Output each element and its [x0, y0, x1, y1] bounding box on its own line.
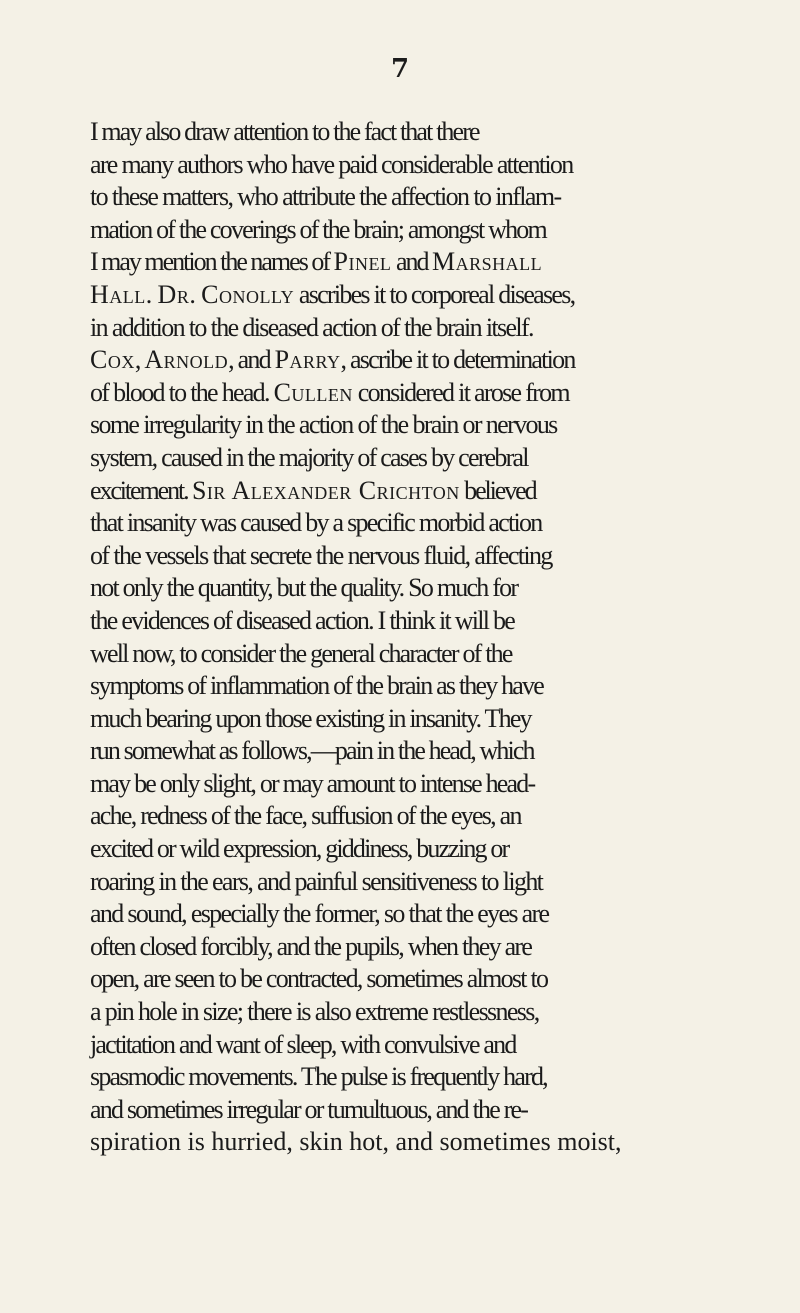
text-line — [90, 116, 800, 149]
small-caps-name: Sir Alexander Crichton — [191, 475, 460, 505]
text-run: of the vessels that secrete the nervous fluid, affecting — [90, 540, 552, 570]
text-line — [90, 703, 800, 736]
text-run: believed — [459, 475, 536, 505]
text-line — [90, 800, 800, 833]
text-line — [90, 214, 800, 247]
text-run: that insanity was caused by a specific morbid action — [90, 508, 542, 538]
text-run: spiration is hurried, skin hot, and sometimes moist, — [90, 1127, 622, 1157]
text-run: well now, to consider the general character of the — [90, 638, 512, 668]
text-line — [90, 963, 800, 996]
text-run: excitement. — [90, 475, 192, 505]
text-run: not only the quantity, but the quality. So much for — [90, 573, 518, 603]
text-line — [90, 246, 800, 279]
text-run: in addition to the diseased action of the brain itself. — [90, 312, 533, 342]
text-run: system, caused in the majority of cases by cerebral — [90, 442, 528, 472]
text-run: ache, redness of the face, suffusion of the eyes, an — [90, 801, 521, 831]
text-run: and — [391, 247, 432, 277]
text-run: often closed forcibly, and the pupils, when they are — [90, 931, 532, 961]
text-run: run somewhat as follows,—pain in the head, which — [90, 736, 534, 766]
text-line — [90, 312, 800, 345]
small-caps-name: Pinel — [333, 247, 392, 277]
text-run: roaring in the ears, and painful sensitiveness to light — [90, 866, 543, 896]
text-line — [90, 1094, 800, 1127]
text-run: spasmodic movements. The pulse is frequently hard, — [90, 1062, 547, 1092]
text-line — [90, 475, 800, 508]
text-run: are many authors who have paid considerable attention — [90, 149, 573, 179]
text-line — [90, 768, 800, 801]
text-run: a pin hole in size; there is also extreme restlessness, — [90, 997, 539, 1027]
text-line — [90, 1061, 800, 1094]
small-caps-name: Arnold — [144, 345, 229, 375]
text-run: to these matters, who attribute the affection to inflam- — [90, 182, 561, 212]
text-run: symptoms of inflammation of the brain as they have — [90, 671, 543, 701]
small-caps-name: Cox — [90, 345, 135, 375]
text-run: some irregularity in the action of the brain or nervous — [90, 410, 557, 440]
text-run: I may mention the names of — [90, 247, 334, 277]
text-line — [90, 442, 800, 475]
text-line — [90, 409, 800, 442]
text-line — [90, 898, 800, 931]
text-line — [90, 638, 800, 671]
text-line — [90, 377, 800, 410]
text-run: , ascribe it to determination — [340, 345, 575, 375]
text-line — [90, 605, 800, 638]
text-line — [90, 540, 800, 573]
text-line — [90, 344, 800, 377]
text-run: mation of the coverings of the brain; amongst whom — [90, 214, 546, 244]
text-run: and sound, especially the former, so that the eyes are — [90, 899, 549, 929]
small-caps-name: Conolly — [201, 279, 295, 309]
text-run: ascribes it to corporeal diseases, — [294, 279, 575, 309]
text-line — [90, 1126, 800, 1159]
text-run: , and — [228, 345, 275, 375]
text-run: the evidences of diseased action. I think it will be — [90, 605, 515, 635]
text-line — [90, 507, 800, 540]
text-run: , — [134, 345, 145, 375]
text-line — [90, 279, 800, 312]
text-run: of blood to the head. — [90, 377, 274, 407]
text-run: I may also draw attention to the fact that there — [90, 117, 479, 146]
text-line — [90, 149, 800, 182]
text-line — [90, 735, 800, 768]
page-number: 7 — [390, 54, 410, 84]
text-line — [90, 866, 800, 899]
text-line — [90, 931, 800, 964]
text-run: jactitation and want of sleep, with convulsive and — [90, 1029, 516, 1059]
small-caps-name: Parry — [274, 345, 341, 375]
text-run: excited or wild expression, giddiness, buzzing or — [90, 834, 509, 864]
text-run: much bearing upon those existing in insanity. They — [90, 703, 531, 733]
text-line — [90, 670, 800, 703]
text-line — [90, 1029, 800, 1062]
text-run: and sometimes irregular or tumultuous, and the re- — [90, 1094, 528, 1124]
text-run: may be only slight, or may amount to intense head- — [90, 768, 535, 798]
small-caps-name: Cullen — [273, 377, 353, 407]
small-caps-name: Dr. — [157, 279, 197, 309]
text-line — [90, 996, 800, 1029]
text-line — [90, 181, 800, 214]
text-line — [90, 833, 800, 866]
body-text — [90, 116, 800, 1159]
small-caps-name: Hall. — [90, 279, 153, 309]
text-line — [90, 572, 800, 605]
text-run: open, are seen to be contracted, sometimes almost to — [90, 964, 548, 994]
text-run: considered it arose from — [352, 377, 569, 407]
small-caps-name: Marshall — [431, 247, 543, 277]
